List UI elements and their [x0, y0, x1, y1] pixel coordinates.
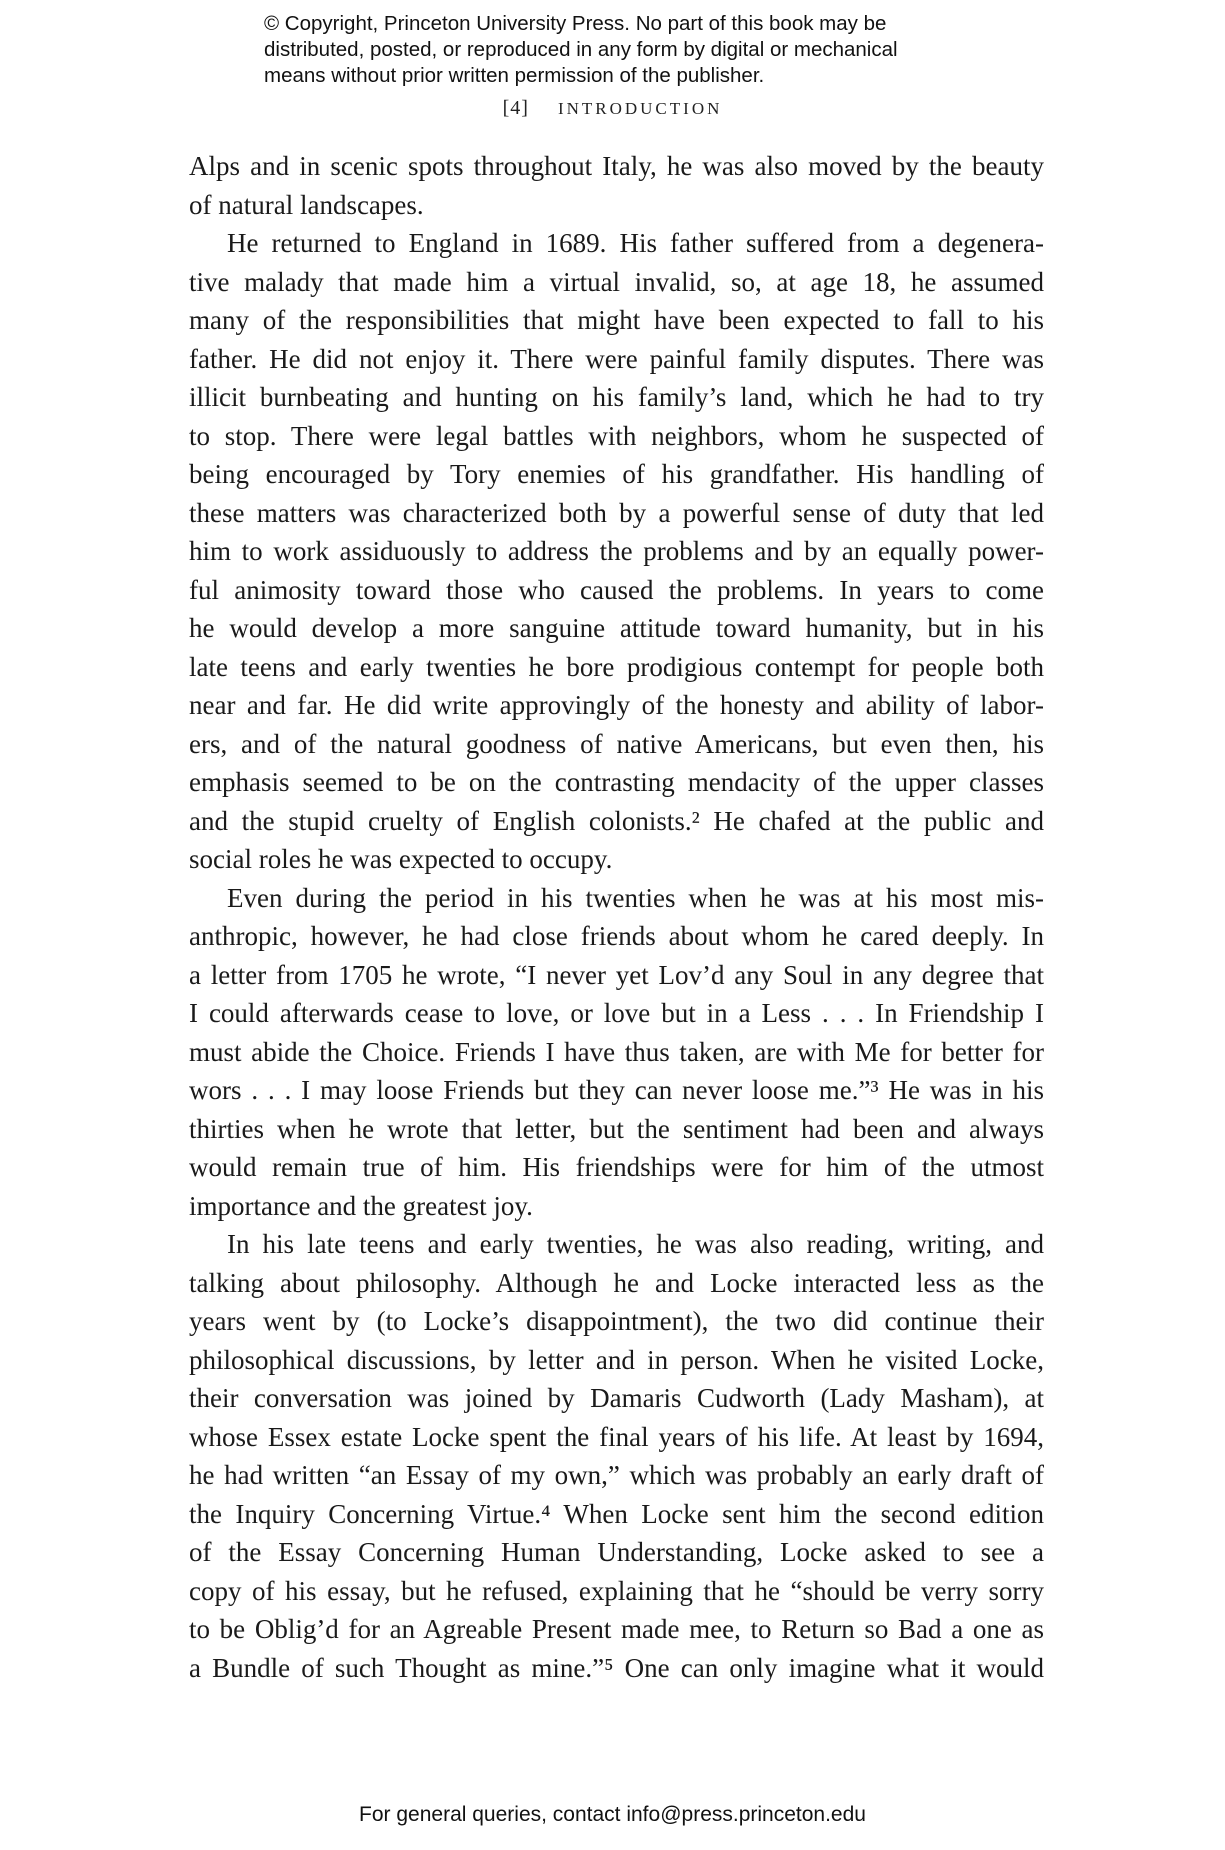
text-line: tive malady that made him a virtual invalid, so, at age 18, he assumed: [189, 266, 1044, 297]
text-line: to stop. There were legal battles with neighbors, whom he suspected of: [189, 420, 1044, 451]
text-line: many of the responsibilities that might have been expected to fall to his: [189, 305, 1044, 335]
text-line: of the Essay Concerning Human Understanding, Locke asked to see a: [189, 1537, 1044, 1567]
text-line: I could afterwards cease to love, or love but in a Less . . . In Friendship I: [189, 998, 1044, 1028]
text-line: and the stupid cruelty of English colonists.² He chafed at the public and: [189, 805, 1044, 836]
contact-footer: For general queries, contact info@press.princeton.edu: [359, 1803, 866, 1826]
text-line: their conversation was joined by Damaris Cudworth (Lady Masham), at: [189, 1383, 1044, 1413]
copyright-line: means without prior written permission of the publisher.: [264, 64, 765, 87]
text-line: social roles he was expected to occupy.: [189, 844, 613, 874]
text-line: he had written “an Essay of my own,” which was probably an early draft of: [189, 1460, 1044, 1490]
text-line: a letter from 1705 he wrote, “I never yet Lov’d any Soul in any degree that: [189, 959, 1044, 990]
copyright-notice: [264, 11, 1024, 89]
text-line: these matters was characterized both by a powerful sense of duty that led: [189, 497, 1044, 528]
running-head: [0, 97, 1225, 120]
text-line: He returned to England in 1689. His father suffered from a degenera-: [227, 228, 1044, 258]
text-line: father. He did not enjoy it. There were painful family disputes. There was: [189, 343, 1044, 374]
text-line: must abide the Choice. Friends I have thus taken, are with Me for better for: [189, 1036, 1044, 1067]
text-line: to be Oblig’d for an Agreable Present made mee, to Return so Bad a one as: [189, 1614, 1044, 1644]
text-line: illicit burnbeating and hunting on his family’s land, which he had to try: [189, 382, 1044, 412]
text-line: of natural landscapes.: [189, 189, 424, 220]
text-line: him to work assiduously to address the problems and by an equally power-: [189, 536, 1044, 566]
text-line: wors . . . I may loose Friends but they can never loose me.”³ He was in his: [189, 1075, 1044, 1105]
text-line: ers, and of the natural goodness of native Americans, but even then, his: [189, 728, 1044, 759]
text-line: a Bundle of such Thought as mine.”⁵ One can only imagine what it would: [189, 1652, 1044, 1683]
page-number: [4]: [502, 97, 529, 119]
section-title: INTRODUCTION: [557, 99, 723, 118]
body-text: [189, 147, 1044, 1687]
copyright-line: © Copyright, Princeton University Press. No part of this book may be: [264, 12, 887, 35]
text-line: copy of his essay, but he refused, explaining that he “should be verry sorry: [189, 1575, 1044, 1606]
text-line: the Inquiry Concerning Virtue.⁴ When Locke sent him the second edition: [189, 1498, 1044, 1529]
text-line: emphasis seemed to be on the contrasting mendacity of the upper classes: [189, 767, 1044, 797]
text-line: Alps and in scenic spots throughout Italy, he was also moved by the beauty: [189, 151, 1044, 181]
text-line: years went by (to Locke’s disappointment), the two did continue their: [189, 1306, 1044, 1336]
text-line: In his late teens and early twenties, he was also reading, writing, and: [227, 1229, 1044, 1259]
text-line: whose Essex estate Locke spent the final years of his life. At least by 1694,: [189, 1421, 1044, 1452]
text-line: thirties when he wrote that letter, but the sentiment had been and always: [189, 1113, 1044, 1144]
text-line: would remain true of him. His friendships were for him of the utmost: [189, 1152, 1044, 1182]
text-line: being encouraged by Tory enemies of his grandfather. His handling of: [189, 459, 1044, 489]
text-line: late teens and early twenties he bore prodigious contempt for people both: [189, 651, 1044, 682]
text-line: philosophical discussions, by letter and in person. When he visited Locke,: [189, 1344, 1044, 1375]
text-line: anthropic, however, he had close friends about whom he cared deeply. In: [189, 921, 1044, 951]
text-line: importance and the greatest joy.: [189, 1190, 533, 1221]
text-line: talking about philosophy. Although he and Locke interacted less as the: [189, 1267, 1044, 1298]
copyright-line: distributed, posted, or reproduced in any form by digital or mechanical: [264, 38, 898, 61]
text-line: he would develop a more sanguine attitude toward humanity, but in his: [189, 613, 1044, 643]
text-line: Even during the period in his twenties when he was at his most mis-: [227, 882, 1044, 913]
text-line: ful animosity toward those who caused the problems. In years to come: [189, 574, 1044, 605]
text-line: near and far. He did write approvingly of the honesty and ability of labor-: [189, 690, 1044, 720]
